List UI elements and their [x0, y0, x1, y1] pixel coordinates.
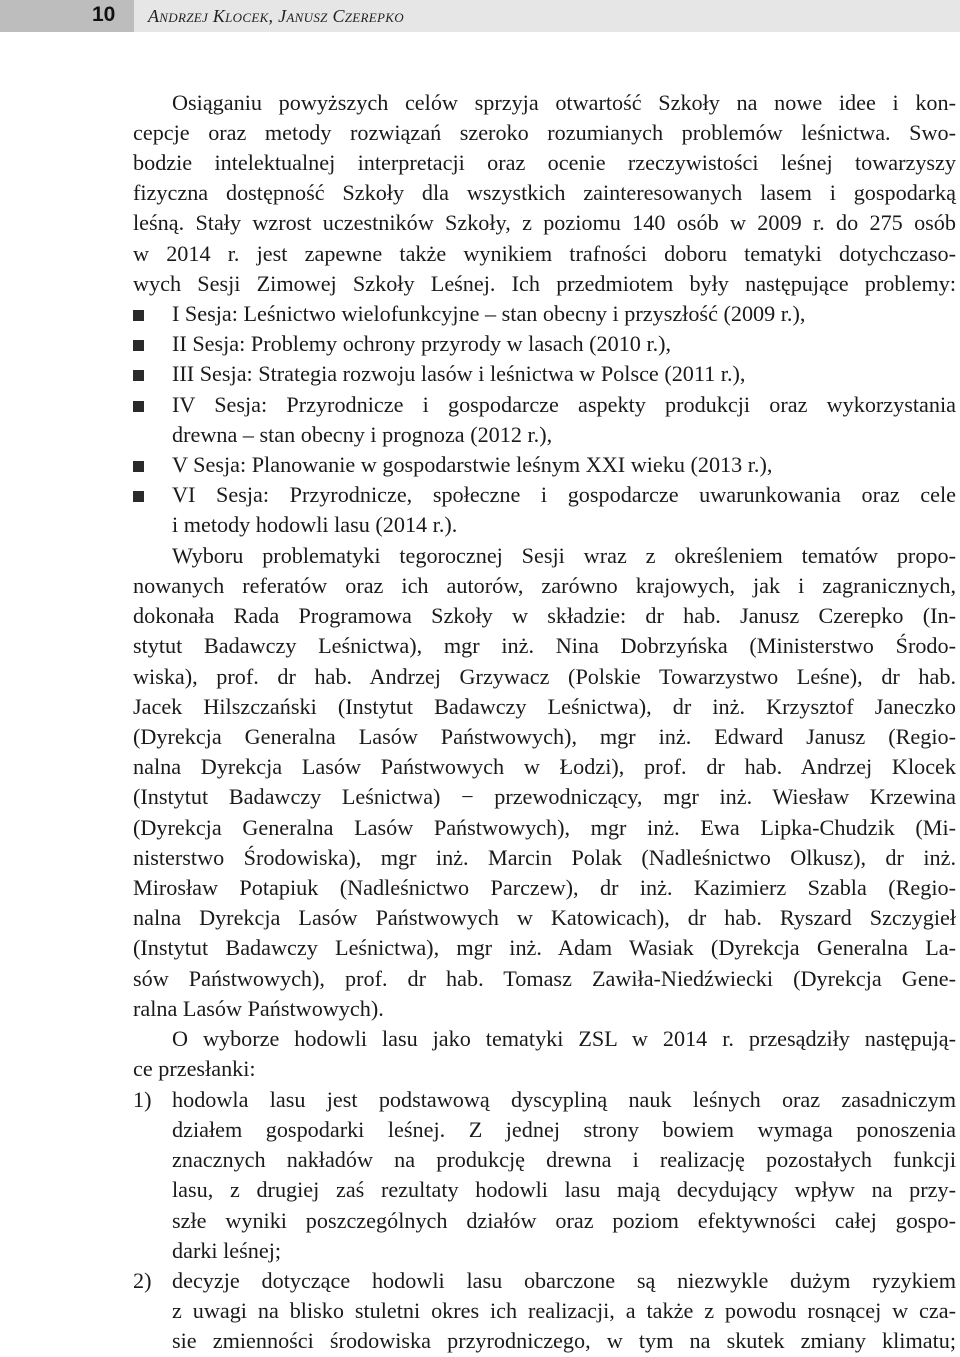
text-line: nowanych referatów oraz ich autorów, zarówno krajowych, jak i zagranicznych,	[133, 573, 956, 598]
session-item: V Sesja: Planowanie w gospodarstwie leśnym XXI wieku (2013 r.),	[172, 452, 773, 477]
text-line: Wyboru problematyki tegorocznej Sesji wraz z określeniem tematów propo-	[172, 543, 956, 568]
text-line: Osiąganiu powyższych celów sprzyja otwartość Szkoły na nowe idee i kon-	[172, 90, 956, 115]
list-item-line: decyzje dotyczące hodowli lasu obarczone są niezwykle dużym ryzykiem	[172, 1268, 956, 1293]
text-line: bodzie intelektualnej interpretacji oraz ocenie rzeczywistości leśnej towarzyszy	[133, 150, 956, 175]
list-item-line: szłe wyniki poszczególnych działów oraz poziom efektywności całej gospo-	[172, 1208, 956, 1233]
text-line: Mirosław Potapiuk (Nadleśnictwo Parczew), dr inż. Kazimierz Szabla (Regio-	[133, 875, 956, 900]
text-line: cepcje oraz metody rozwiązań szeroko rozumianych problemów leśnictwa. Swo-	[133, 120, 956, 145]
session-item-continuation: drewna – stan obecny i prognoza (2012 r.),	[172, 422, 553, 447]
text-line: stytut Badawczy Leśnictwa), mgr inż. Nina Dobrzyńska (Ministerstwo Środo-	[133, 633, 956, 658]
text-line: (Dyrekcja Generalna Lasów Państwowych), mgr inż. Edward Janusz (Regio-	[133, 724, 956, 749]
text-line: O wyborze hodowli lasu jako tematyki ZSL w 2014 r. przesądziły następują-	[172, 1026, 956, 1051]
text-line: wiska), prof. dr hab. Andrzej Grzywacz (Polskie Towarzystwo Leśne), dr hab.	[133, 664, 956, 689]
list-item-line: znacznych nakładów na produkcję drewna i realizację pozostałych funkcji	[172, 1147, 956, 1172]
list-bullet	[133, 370, 144, 381]
list-item-line: sie zmienności środowiska przyrodniczego, w tym na skutek zmiany klimatu;	[172, 1328, 956, 1353]
text-line: ralna Lasów Państwowych).	[133, 996, 384, 1021]
list-item-line: lasu, z drugiej zaś rezultaty hodowli lasu mają decydujący wpływ na przy-	[172, 1177, 956, 1202]
list-item-line: działem gospodarki leśnej. Z jednej strony bowiem wymaga ponoszenia	[172, 1117, 956, 1142]
text-line: nalna Dyrekcja Lasów Państwowych w Katowicach), dr hab. Ryszard Szczygieł	[133, 905, 956, 930]
list-bullet	[133, 340, 144, 351]
list-bullet	[133, 491, 144, 502]
session-item: IV Sesja: Przyrodnicze i gospodarcze aspekty produkcji oraz wykorzystania	[172, 392, 956, 417]
session-item: I Sesja: Leśnictwo wielofunkcyjne – stan obecny i przyszłość (2009 r.),	[172, 301, 806, 326]
text-line: leśną. Stały wzrost uczestników Szkoły, z poziomu 140 osób w 2009 r. do 275 osób	[133, 210, 956, 235]
list-number: 2)	[133, 1268, 152, 1293]
session-item: VI Sesja: Przyrodnicze, społeczne i gospodarcze uwarunkowania oraz cele	[172, 482, 956, 507]
list-item-line: z uwagi na blisko stuletni okres ich realizacji, a także z powodu rosnącej w cza-	[172, 1298, 956, 1323]
list-bullet	[133, 461, 144, 472]
session-item-continuation: i metody hodowli lasu (2014 r.).	[172, 512, 458, 537]
text-line: wych Sesji Zimowej Szkoły Leśnej. Ich przedmiotem były następujące problemy:	[133, 271, 956, 296]
running-header-bar	[0, 0, 960, 32]
text-line: fizyczna dostępność Szkoły dla wszystkich zainteresowanych lasem i gospodarką	[133, 180, 956, 205]
text-line: (Instytut Badawczy Leśnictwa) − przewodniczący, mgr inż. Wiesław Krzewina	[133, 784, 956, 809]
list-number: 1)	[133, 1087, 152, 1112]
text-line: nalna Dyrekcja Lasów Państwowych w Łodzi), prof. dr hab. Andrzej Klocek	[133, 754, 956, 779]
text-line: w 2014 r. jest zapewne także wynikiem trafności doboru tematyki dotychczaso-	[133, 241, 956, 266]
page-number: 10	[92, 3, 116, 26]
text-line: sów Państwowych), prof. dr hab. Tomasz Zawiła-Niedźwiecki (Dyrekcja Gene-	[133, 966, 956, 991]
text-line: dokonała Rada Programowa Szkoły w składzie: dr hab. Janusz Czerepko (In-	[133, 603, 956, 628]
text-line: Jacek Hilszczański (Instytut Badawczy Leśnictwa), dr inż. Krzysztof Janeczko	[133, 694, 956, 719]
text-line: (Instytut Badawczy Leśnictwa), mgr inż. Adam Wasiak (Dyrekcja Generalna La-	[133, 935, 956, 960]
session-item: III Sesja: Strategia rozwoju lasów i leśnictwa w Polsce (2011 r.),	[172, 361, 746, 386]
session-item: II Sesja: Problemy ochrony przyrody w lasach (2010 r.),	[172, 331, 672, 356]
list-item-line: hodowla lasu jest podstawową dyscypliną nauk leśnych oraz zasadniczym	[172, 1087, 956, 1112]
text-line: nisterstwo Środowiska), mgr inż. Marcin Polak (Nadleśnictwo Olkusz), dr inż.	[133, 845, 956, 870]
running-title: Andrzej Klocek, Janusz Czerepko	[148, 6, 404, 26]
list-bullet	[133, 401, 144, 412]
text-line: (Dyrekcja Generalna Lasów Państwowych), mgr inż. Ewa Lipka-Chudzik (Mi-	[133, 815, 956, 840]
text-line: ce przesłanki:	[133, 1056, 256, 1081]
list-bullet	[133, 310, 144, 321]
list-item-line: darki leśnej;	[172, 1238, 282, 1263]
